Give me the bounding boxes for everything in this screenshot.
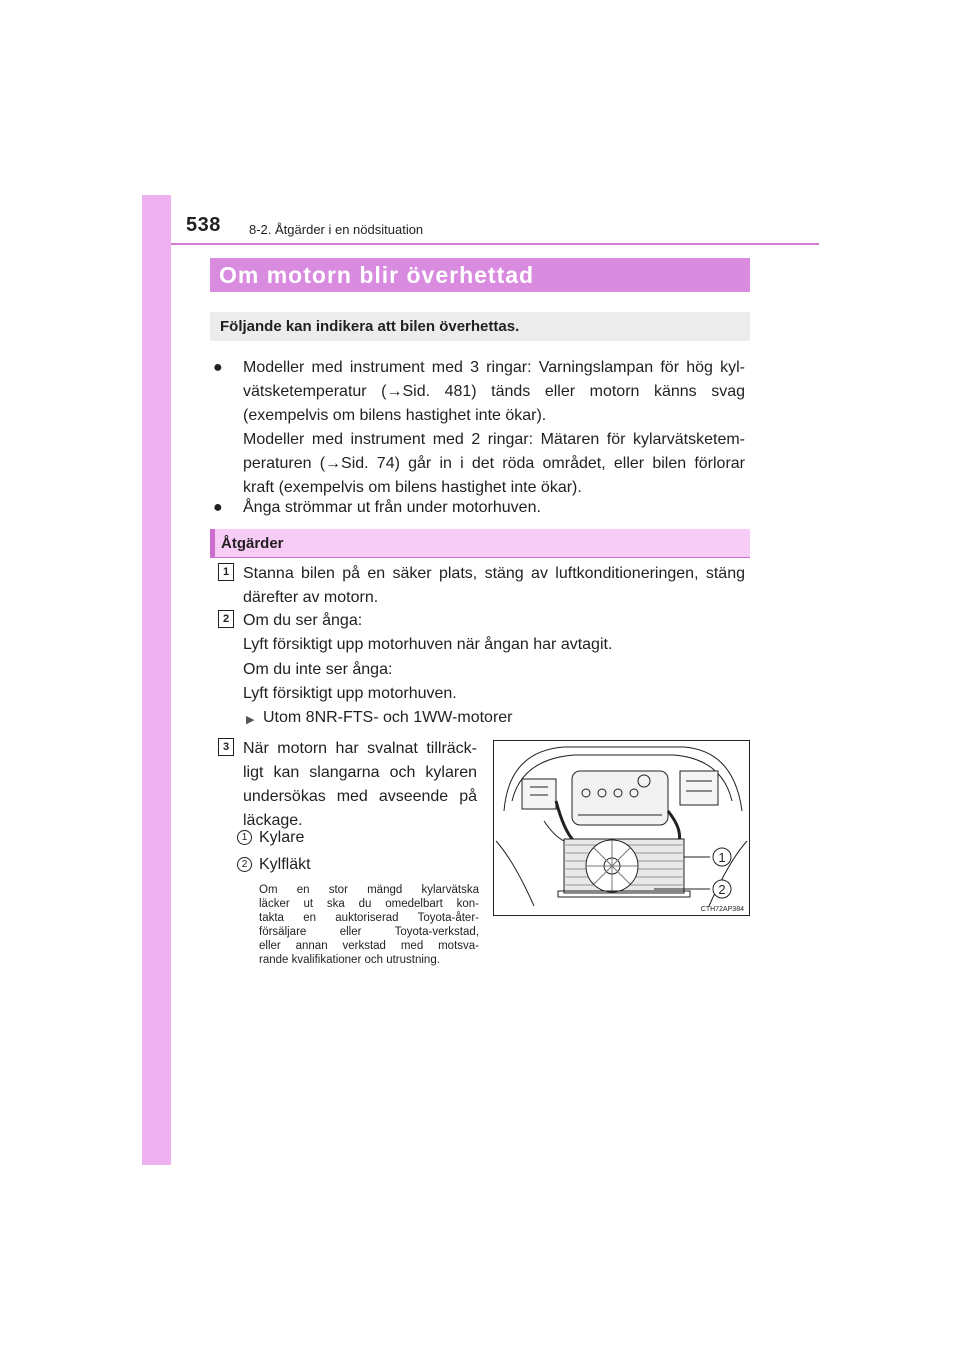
figure-code: CTH72AP384 bbox=[700, 906, 744, 913]
subhead-signs bbox=[210, 312, 750, 341]
chapter-sidebar-tab bbox=[142, 195, 171, 1165]
bullet1-line6: kraft (exempelvis om bilens hastighet inte ökar). bbox=[243, 479, 582, 496]
step3-line3: undersökas med avseende på bbox=[243, 788, 477, 805]
bullet1-line5: peraturen (→Sid. 74) går in i det röda området, eller bilen förlorar bbox=[243, 455, 745, 472]
section-title: Om motorn blir överhettad bbox=[219, 262, 535, 288]
step-number-3: 3 bbox=[218, 738, 234, 756]
bullet1-line3: (exempelvis om bilens hastighet inte ökar). bbox=[243, 407, 547, 424]
bullet1-line4: Modeller med instrument med 2 ringar: Mätaren för kylarvätsketem- bbox=[243, 431, 745, 448]
step1-line1: Stanna bilen på en säker plats, stäng av luftkonditioneringen, stäng bbox=[243, 565, 745, 582]
part-label-1: Kylare bbox=[259, 829, 305, 846]
step3-line1: När motorn har svalnat tillräck- bbox=[243, 740, 477, 757]
step-number-1: 1 bbox=[218, 563, 234, 581]
engine-bay-illustration bbox=[493, 740, 750, 916]
step-number-2: 2 bbox=[218, 610, 234, 628]
note-line6: rande kvalifikationer och utrustning. bbox=[259, 954, 440, 966]
engine-bay-drawing bbox=[494, 741, 749, 915]
note-line1: Om en stor mängd kylarvätska bbox=[259, 884, 479, 896]
bullet-marker: ● bbox=[213, 359, 223, 376]
step3-line4: läckage. bbox=[243, 812, 303, 829]
part-number-2: 2 bbox=[237, 857, 252, 872]
figure-callout-1: 1 bbox=[718, 850, 726, 865]
step2-line4: Lyft försiktigt upp motorhuven. bbox=[243, 685, 457, 702]
step2-line2: Lyft försiktigt upp motorhuven när ångan har avtagit. bbox=[243, 636, 613, 653]
part-number-1: 1 bbox=[237, 830, 252, 845]
note-line5: eller annan verkstad med motsva- bbox=[259, 940, 479, 952]
subhead-actions-text: Åtgärder bbox=[221, 535, 284, 552]
bullet1-line2: vätsketemperatur (→Sid. 481) tänds eller motorn känns svag bbox=[243, 383, 745, 400]
bullet2-text: Ånga strömmar ut från under motorhuven. bbox=[243, 499, 541, 516]
note-line3: takta en auktoriserad Toyota-åter- bbox=[259, 912, 479, 924]
step3-line2: ligt kan slangarna och kylaren bbox=[243, 764, 477, 781]
step2-line1: Om du ser ånga: bbox=[243, 612, 363, 629]
variant-text: Utom 8NR-FTS- och 1WW-motorer bbox=[263, 709, 513, 726]
subhead-actions bbox=[210, 529, 750, 558]
note-line2: läcker ut ska du omedelbart kon- bbox=[259, 898, 479, 910]
variant-arrow-icon: ▶ bbox=[246, 714, 255, 726]
bullet-marker: ● bbox=[213, 499, 223, 516]
section-title-bar bbox=[210, 258, 750, 292]
bullet1-line1: Modeller med instrument med 3 ringar: Varningslampan för hög kyl- bbox=[243, 359, 745, 376]
step1-line2: därefter av motorn. bbox=[243, 589, 379, 606]
page-number: 538 bbox=[186, 214, 221, 236]
subhead-signs-text: Följande kan indikera att bilen överhettas. bbox=[220, 318, 520, 335]
part-label-2: Kylfläkt bbox=[259, 856, 311, 873]
header-rule bbox=[171, 243, 819, 245]
note-line4: försäljare eller Toyota-verkstad, bbox=[259, 926, 479, 938]
chapter-heading: 8-2. Åtgärder i en nödsituation bbox=[249, 222, 424, 237]
step2-line3: Om du inte ser ånga: bbox=[243, 661, 393, 678]
figure-callout-2: 2 bbox=[718, 882, 726, 897]
